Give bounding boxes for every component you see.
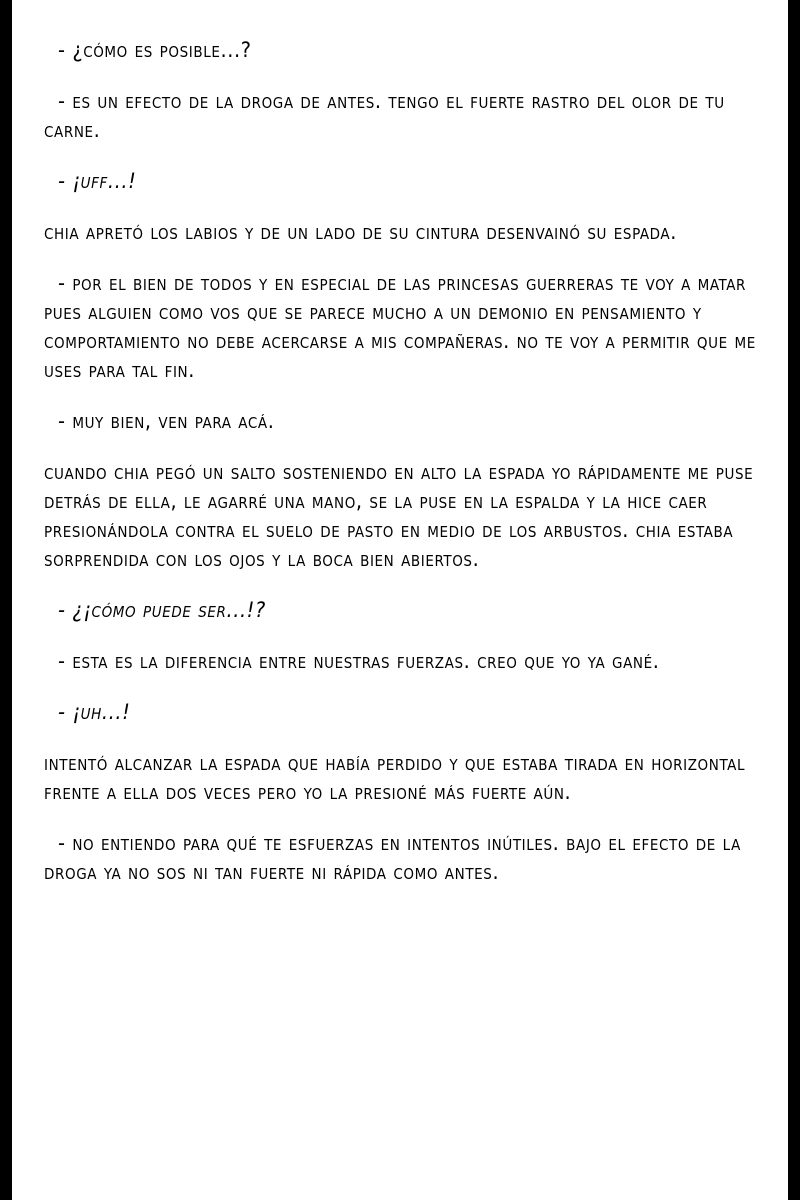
paragraph: - ¿¡cómo puede ser...!? — [58, 598, 266, 623]
paragraph: - es un efecto de la droga de antes. tengo el fuerte rastro del olor de tu carne. — [44, 89, 732, 143]
page-border-left — [0, 0, 12, 1200]
paragraph: - ¡uh...! — [58, 700, 131, 725]
text-body — [44, 36, 763, 887]
paragraph: - por el bien de todos y en especial de las princesas guerreras te voy a matar pues alguien como vos que se parece mucho a un demonio en pensamiento y comportamiento no debe acercarse a mis compañeras. no te voy a permitir que me uses para tal fin. — [44, 271, 763, 383]
paragraph: intentó alcanzar la espada que había perdido y que estaba tirada en horizontal frente a ella dos veces pero yo la presioné más fuerte aún. — [44, 751, 752, 805]
page-border-right — [788, 0, 800, 1200]
paragraph: chia apretó los labios y de un lado de su cintura desenvainó su espada. — [44, 220, 677, 245]
paragraph: - esta es la diferencia entre nuestras fuerzas. creo que yo ya gané. — [58, 649, 660, 674]
paragraph: - muy bien, ven para acá. — [58, 409, 275, 434]
paragraph: - ¡uff...! — [58, 169, 137, 194]
paragraph: - no entiendo para qué te esfuerzas en intentos inútiles. bajo el efecto de la droga ya no sos ni tan fuerte ni rápida como antes. — [44, 831, 748, 885]
paragraph: cuando chia pegó un salto sosteniendo en alto la espada yo rápidamente me puse detrás de ella, le agarré una mano, se la puse en la espalda y la hice caer presionándola contra el suelo de pasto en medio de los arbustos. chia estaba sorprendida con los ojos y la boca bien abiertos. — [44, 460, 761, 572]
paragraph: - ¿cómo es posible...? — [58, 38, 252, 63]
